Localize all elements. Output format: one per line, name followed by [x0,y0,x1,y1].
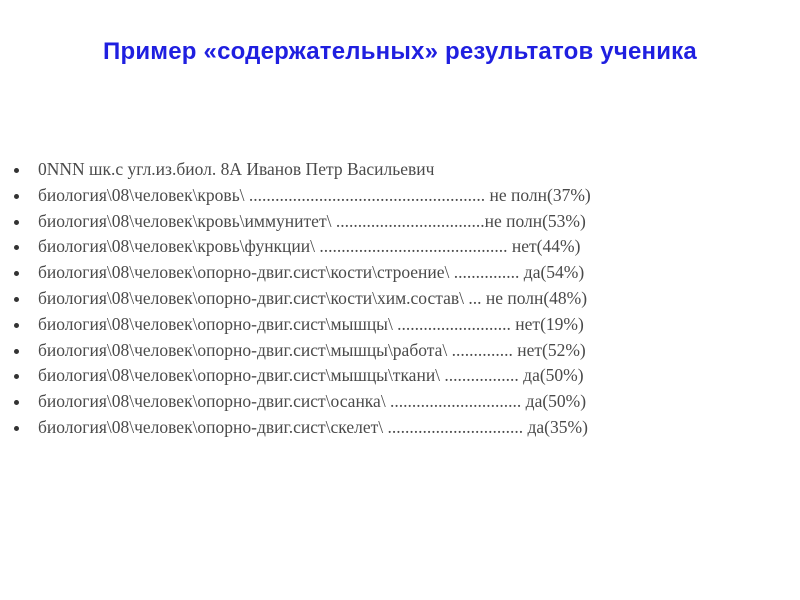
bullet-icon [14,194,19,199]
list-item [14,389,784,415]
list-item-text: биология\08\человек\кровь\иммунитет\ ..................................не полн(53%) [38,210,586,231]
list-item [14,415,784,441]
list-item-text: биология\08\человек\опорно-двиг.сист\мышцы\ткани\ ................. да(50%) [38,365,584,386]
bullet-icon [14,297,19,302]
slide-title: Пример «содержательных» результатов ученика [103,38,697,65]
bullet-icon [14,374,19,379]
bullet-icon [14,349,19,354]
bullet-icon [14,426,19,431]
list-item-text: биология\08\человек\опорно-двиг.сист\скелет\ ............................... да(35%) [38,416,588,437]
list-item-text: биология\08\человек\кровь\ ...................................................... не полн(37%) [38,184,591,205]
list-item [14,234,784,260]
list-item-text: биология\08\человек\опорно-двиг.сист\кости\хим.состав\ ... не полн(48%) [38,287,588,308]
results-list [14,157,784,441]
list-item-text: биология\08\человек\опорно-двиг.сист\мышцы\работа\ .............. нет(52%) [38,339,586,360]
bullet-icon [14,323,19,328]
list-item [14,286,784,312]
list-item-text: биология\08\человек\опорно-двиг.сист\мышцы\ .......................... нет(19%) [38,313,584,334]
list-item-text: биология\08\человек\кровь\функции\ ........................................... нет(44%) [38,236,581,257]
bullet-icon [14,168,19,173]
list-item [14,312,784,338]
list-item [14,363,784,389]
list-item [14,157,784,183]
list-item-text: биология\08\человек\опорно-двиг.сист\осанка\ .............................. да(50%) [38,391,587,412]
bullet-icon [14,245,19,250]
list-item [14,260,784,286]
bullet-icon [14,400,19,405]
list-item [14,338,784,364]
list-item-text: биология\08\человек\опорно-двиг.сист\кости\строение\ ............... да(54%) [38,262,585,283]
list-item-text: 0NNN шк.с угл.из.биол. 8А Иванов Петр Васильевич [38,159,435,179]
list-item [14,183,784,209]
bullet-icon [14,220,19,225]
list-item [14,209,784,235]
bullet-icon [14,271,19,276]
